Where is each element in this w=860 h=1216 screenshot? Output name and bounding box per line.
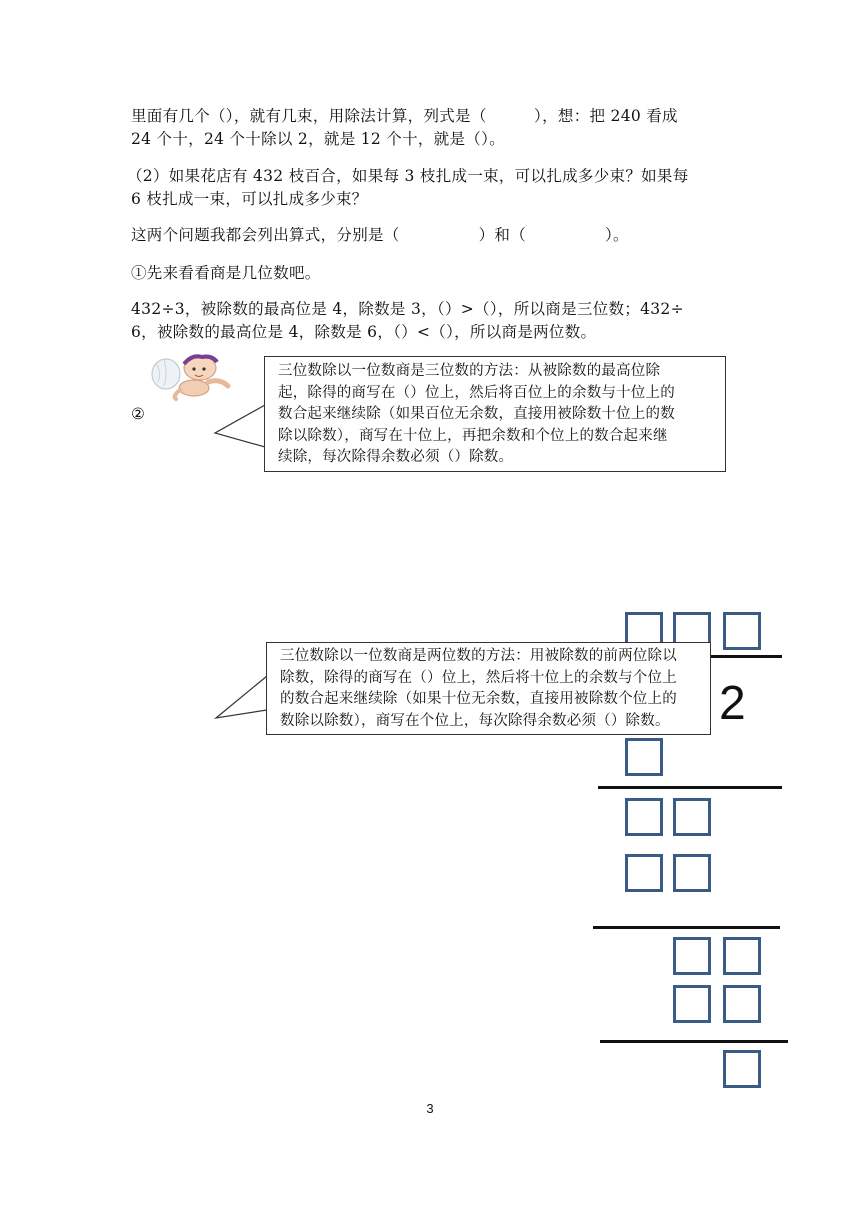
paragraph-line: 6，被除数的最高位是 4，除数是 6，（）<（），所以商是两位数。 (131, 323, 597, 341)
product-box[interactable] (625, 738, 663, 776)
note-line: 起，除得的商写在（）位上，然后将百位上的余数与十位上的 (278, 384, 675, 401)
product-box[interactable] (673, 985, 711, 1023)
remainder-box[interactable] (673, 798, 711, 836)
paragraph-line: 里面有几个（），就有几束，用除法计算，列式是（ ），想：把 240 看成 (131, 107, 678, 125)
product-box[interactable] (625, 854, 663, 892)
remainder-box[interactable] (625, 798, 663, 836)
subtraction-line (593, 926, 780, 929)
note-line: 的数合起来继续除（如果十位无余数，直接用被除数个位上的 (280, 691, 677, 707)
method-note-two-digit-quotient (266, 642, 711, 735)
method-note-three-digit-quotient (264, 356, 726, 472)
bubble-pointer (215, 405, 267, 455)
subtraction-line (600, 1040, 788, 1043)
dividend-digit: 2 (719, 677, 746, 730)
bubble-pointer (216, 670, 268, 720)
product-box[interactable] (723, 985, 761, 1023)
note-line: 续除，每次除得余数必须（）除数。 (278, 449, 514, 465)
quotient-box[interactable] (723, 612, 761, 650)
paragraph-line: 432÷3，被除数的最高位是 4，除数是 3，（）>（），所以商是三位数；432÷ (131, 300, 684, 318)
question-2-line: （2）如果花店有 432 枝百合，如果每 3 枝扎成一束，可以扎成多少束？如果每 (127, 167, 689, 185)
angel-illustration-icon (150, 352, 232, 400)
product-box[interactable] (673, 854, 711, 892)
final-remainder-box[interactable] (723, 1050, 761, 1088)
question-2-line: 6 枝扎成一束，可以扎成多少束？ (131, 190, 368, 208)
note-line: 除数，除得的商写在（）位上，然后将十位上的余数与个位上 (280, 669, 677, 686)
paragraph-line: 这两个问题我都会列出算式，分别是（ ）和（ ）。 (131, 226, 629, 244)
remainder-box[interactable] (673, 937, 711, 975)
paragraph-line: 24 个十，24 个十除以 2，就是 12 个十，就是（）。 (131, 130, 505, 148)
note-line: 三位数除以一位数商是三位数的方法：从被除数的最高位除 (278, 363, 661, 379)
note-line: 数除以除数），商写在个位上，每次除得余数必须（）除数。 (280, 712, 670, 729)
note-line: 除以除数），商写在十位上，再把余数和个位上的数合起来继 (278, 427, 668, 444)
subtraction-line (598, 786, 782, 789)
note-line: 数合起来继续除（如果百位无余数，直接用被除数十位上的数 (278, 406, 675, 422)
remainder-box[interactable] (723, 937, 761, 975)
note-line: 三位数除以一位数商是两位数的方法：用被除数的前两位除以 (280, 648, 677, 664)
page-number: 3 (426, 1101, 434, 1116)
step-one-heading: ①先来看看商是几位数吧。 (131, 264, 321, 282)
step-two-label: ② (131, 405, 146, 423)
